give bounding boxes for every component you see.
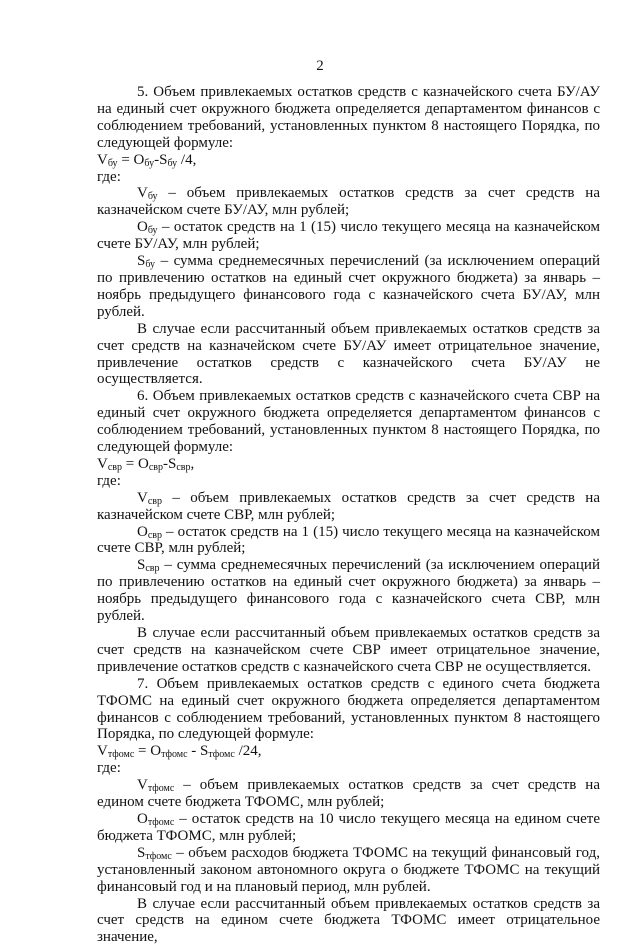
where-label: где:: [97, 169, 600, 186]
where-label: где:: [97, 760, 600, 777]
where-label: где:: [97, 473, 600, 490]
paragraph-7-note: В случае если рассчитанный объем привлекаемых остатков средств за счет средств на едином счете бюджета ТФОМС имеет отрицательное значение,: [97, 896, 600, 946]
definition-v-bu: $V_{бу}$ – объем привлекаемых остатков средств за счет средств на казначейском счете БУ/АУ, млн рублей;: [97, 185, 600, 219]
definition-o-svr: $O_{свр}$ – остаток средств на 1 (15) число текущего месяца на казначейском счете СВР, млн рублей;: [97, 524, 600, 558]
paragraph-7-intro: 7. Объем привлекаемых остатков средств с единого счета бюджета ТФОМС на единый счет окружного бюджета определяется департаментом финансов с соблюдением требований, установленных пунктом 8 настоящего Порядка, по следующей формуле:: [97, 676, 600, 744]
definition-s-tfoms: $S_{тфомс}$ – объем расходов бюджета ТФОМС на текущий финансовый год, установленный законом автономного округа о бюджете ТФОМС на текущий финансовый год и на плановый период, млн рублей.: [97, 845, 600, 896]
page-number: 2: [0, 58, 640, 75]
paragraph-5-intro: 5. Объем привлекаемых остатков средств с казначейского счета БУ/АУ на единый счет окружного бюджета определяется департаментом финансов с соблюдением требований, установленных пунктом 8 настоящего Порядка, по следующей формуле:: [97, 84, 600, 152]
paragraph-5-note: В случае если рассчитанный объем привлекаемых остатков средств за счет средств на казначейском счете БУ/АУ имеет отрицательное значение, привлечение остатков средств с казначейского счета БУ/АУ не осуществляется.: [97, 321, 600, 389]
definition-v-tfoms: $V_{тфомс}$ – объем привлекаемых остатков средств за счет средств на едином счете бюджета ТФОМС, млн рублей;: [97, 777, 600, 811]
definition-s-bu: $S_{бу}$ – сумма среднемесячных перечислений (за исключением операций по привлечению остатков на единый счет окружного бюджета) за январь – ноябрь предыдущего финансового года с казначейского счета БУ/АУ, млн рублей.: [97, 253, 600, 321]
definition-s-svr: $S_{свр}$ – сумма среднемесячных перечислений (за исключением операций по привлечению остатков на единый счет окружного бюджета) за январь – ноябрь предыдущего финансового года с казначейского счета СВР, млн рублей.: [97, 557, 600, 625]
paragraph-6-note: В случае если рассчитанный объем привлекаемых остатков средств за счет средств на казначейском счете СВР имеет отрицательное значение, привлечение остатков средств с казначейского счета СВР не осуществляется.: [97, 625, 600, 676]
formula-7: $V_{тфомс} = O_{тфомс} - S_{тфомс}$ /24,: [97, 743, 600, 760]
formula-5: $V_{бу} = O_{бу}-S_{бу}$ /4,: [97, 152, 600, 169]
definition-o-tfoms: $O_{тфомс}$ – остаток средств на 10 число текущего месяца на едином счете бюджета ТФОМС, млн рублей;: [97, 811, 600, 845]
definition-v-svr: $V_{свр}$ – объем привлекаемых остатков средств за счет средств на казначейском счете СВР, млн рублей;: [97, 490, 600, 524]
paragraph-6-intro: 6. Объем привлекаемых остатков средств с казначейского счета СВР на единый счет окружного бюджета определяется департаментом финансов с соблюдением требований, установленных пунктом 8 настоящего Порядка, по следующей формуле:: [97, 388, 600, 456]
definition-o-bu: $O_{бу}$ – остаток средств на 1 (15) число текущего месяца на казначейском счете БУ/АУ, млн рублей;: [97, 219, 600, 253]
formula-6: $V_{свр} = O_{свр}-S_{свр}$,: [97, 456, 600, 473]
document-body: [97, 84, 600, 946]
